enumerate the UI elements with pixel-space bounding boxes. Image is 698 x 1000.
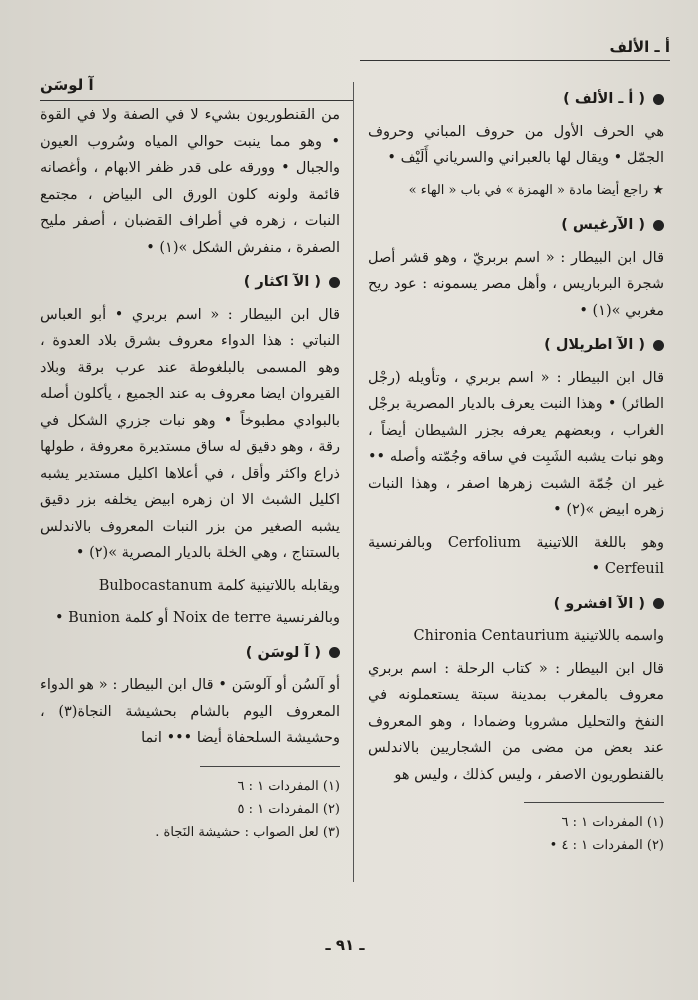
footnote: (٢) المفردات ١ : ٤ • [549, 838, 664, 853]
entry-text: قال ابن البيطار : « كتاب الرحلة : اسم بربري معروف بالمغرب بمدينة سبتة يستعملونه في النفخ والتحليل مشروبا وضمادا ، وهو المعروف عند بعض من مضى من الشجاريين بالاندلس بالقنطوريون الاصفر ، وليس كذلك ، وليس هو [368, 660, 664, 783]
right-column [368, 78, 664, 857]
entry-text: أو آلسُن أو آلوسَن • قال ابن البيطار : « هو الدواء المعروف اليوم بالشام بحشيشة النجاة(٣) ، وحشيشة السلحفاة أيضا ••• انما [40, 677, 340, 746]
column-divider [353, 82, 354, 882]
footnote: (١) المفردات ١ : ٦ [561, 815, 664, 830]
entry-heading: ( الآرغيس ) [368, 212, 664, 239]
bullet-icon [653, 340, 664, 351]
footnote: (٣) لعل الصواب : حشيشة النَجاة . [155, 824, 340, 840]
bullet-icon [329, 647, 340, 658]
header-rule [360, 60, 670, 61]
entry-text: قال ابن البيطار : « اسم بربري • أبو العباس النباتي : هذا الدواء معروف بشرق بلاد العدوة ، وهو المسمى بالبلغوطة عند عرب برقة وبلاد القيروان ايضا معروف به عند الجميع ، يأكلون أصله بالبوادي مطبوخاً • وهو نبات جزري الشكل في رقة ، وهو دقيق له ساق مستديرة معروفة ، طولها ذراع واكثر وأقل ، في أعلاها اكليل مستدير يشبه اكليل الشبث الا ان زهره ابيض يخلفه بزر دقيق يشبه الصغير من بزر النبات المعروف بالاندلس بالستناج ، وهي الخلة بالديار المصرية »(٢) • [40, 306, 340, 561]
running-header-right: أ ـ الألف [609, 38, 670, 56]
footnote-rule [200, 766, 340, 767]
entry-text: قال ابن البيطار : « اسم بربري ، وتأويله (رجْل الطائر) • وهذا النبت يعرف بالديار المصرية برجْل الغراب ، وبعضهم يعرفه بجزر الشيطان أيضاً ، وهو نبات يشبه الشَبِت في ساقه وجُمّته وأصله •• غير ان جُمّة الشبت زهرها اصفر ، وهذا النبات زهره ابيض »(٢) • [368, 369, 664, 518]
entry-text: هي الحرف الأول من حروف المباني وحروف الجمّل • ويقال لها بالعبراني والسرياني أَلَيْف • [368, 123, 664, 166]
entry-heading: ( أ ـ الألف ) [368, 86, 664, 113]
entry-text: واسمه باللاتينية Chironia Centaurium [413, 628, 664, 644]
entry-heading: ( الآ اكثار ) [40, 269, 340, 296]
entry-text: وهو باللغة اللاتينية Cerfolium وبالفرنسية Cerfeuil • [368, 534, 664, 577]
header-rule-left [40, 100, 353, 101]
bullet-icon [329, 277, 340, 288]
page-number: ـ ٩١ ـ [325, 936, 365, 954]
entry-heading: ( آ لوسَن ) [40, 640, 340, 667]
bullet-icon [653, 94, 664, 105]
cross-reference: ★ راجع أيضا مادة « الهمزة » في باب « الهاء » [408, 182, 664, 198]
left-column [40, 102, 340, 844]
running-header-left: آ لوسَن [40, 76, 94, 94]
latin-equivalent: وبالفرنسية Noix de terre أو كلمة Bunion • [54, 610, 340, 626]
bullet-icon [653, 220, 664, 231]
entry-text: قال ابن البيطار : « اسم بربريّ ، وهو قشر أصل شجرة البرباريس ، وأهل مصر يسمونه : عود ريح مغربي »(١) • [368, 249, 664, 319]
footnote: (٢) المفردات ١ : ٥ [237, 801, 340, 817]
entry-text: من القنطوريون بشيء لا في الصفة ولا في القوة • وهو مما ينبت حوالي المياه وسُروب العيون والجبال • وورقه على قدر ظفر الابهام ، وأغصانه قائمة ولونه كلون الورق الى البياض ، مجتمع النبات ، زهره في أطراف القضبان ، أصفر مليح الصفرة ، منفرش الشكل »(١) • [40, 107, 340, 256]
bullet-icon [653, 598, 664, 609]
footnote: (١) المفردات ١ : ٦ [237, 778, 340, 794]
latin-equivalent: ويقابله باللاتينية كلمة Bulbocastanum [98, 577, 340, 594]
entry-heading: ( الآ اطريلال ) [368, 332, 664, 359]
entry-heading: ( الآ افشرو ) [368, 591, 664, 618]
footnote-rule [524, 802, 664, 803]
